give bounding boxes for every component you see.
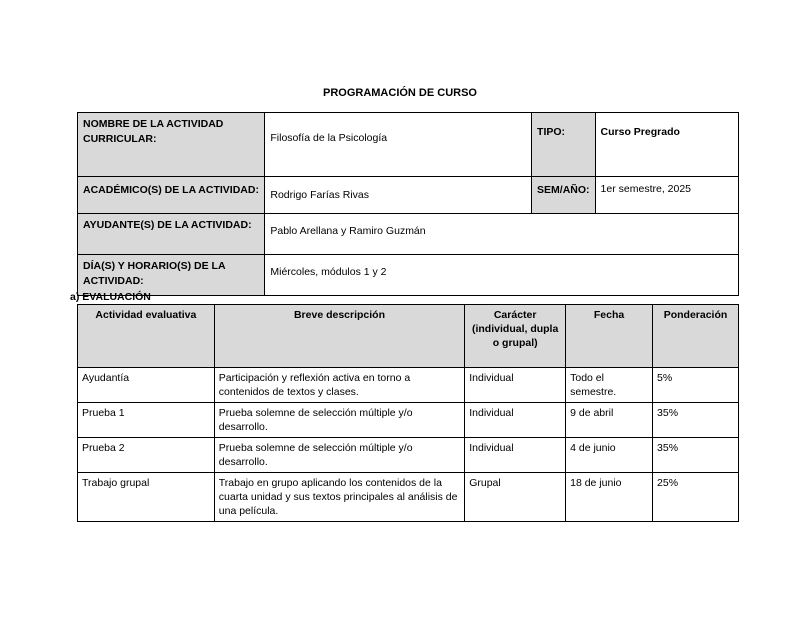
row-description: Participación y reflexión activa en torno a contenidos de textos y clases. xyxy=(214,368,464,403)
row-character: Grupal xyxy=(465,473,566,522)
row-weight: 25% xyxy=(653,473,739,522)
row-activity: Trabajo grupal xyxy=(78,473,215,522)
row-date: Todo el semestre. xyxy=(566,368,653,403)
row-character: Individual xyxy=(465,438,566,473)
semester-label: SEM/AÑO: xyxy=(532,177,596,214)
row-date: 4 de junio xyxy=(566,438,653,473)
table-row xyxy=(78,438,739,473)
academic-label: ACADÉMICO(S) DE LA ACTIVIDAD: xyxy=(78,177,265,214)
evaluation-table xyxy=(77,304,739,522)
row-activity: Ayudantía xyxy=(78,368,215,403)
schedule-label: DÍA(S) Y HORARIO(S) DE LA ACTIVIDAD: xyxy=(78,255,265,296)
table-row xyxy=(78,403,739,438)
assistant-value: Pablo Arellana y Ramiro Guzmán xyxy=(265,214,739,255)
header-character: Carácter (individual, dupla o grupal) xyxy=(465,305,566,368)
row-date: 9 de abril xyxy=(566,403,653,438)
semester-value: 1er semestre, 2025 xyxy=(595,177,738,214)
evaluation-section-title: a) EVALUACIÓN xyxy=(70,291,151,303)
row-weight: 35% xyxy=(653,438,739,473)
activity-name-value: Filosofía de la Psicología xyxy=(265,113,532,177)
type-value: Curso Pregrado xyxy=(595,113,738,177)
row-weight: 35% xyxy=(653,403,739,438)
header-description: Breve descripción xyxy=(214,305,464,368)
document-title: PROGRAMACIÓN DE CURSO xyxy=(322,87,477,99)
academic-value: Rodrigo Farías Rivas xyxy=(265,177,532,214)
table-row xyxy=(78,368,739,403)
table-row xyxy=(78,473,739,522)
activity-name-label: NOMBRE DE LA ACTIVIDAD CURRICULAR: xyxy=(78,113,265,177)
evaluation-header-row xyxy=(78,305,739,368)
row-description: Trabajo en grupo aplicando los contenidos de la cuarta unidad y sus textos principales al análisis de una película. xyxy=(214,473,464,522)
header-weight: Ponderación xyxy=(653,305,739,368)
row-description: Prueba solemne de selección múltiple y/o desarrollo. xyxy=(214,403,464,438)
assistant-label: AYUDANTE(S) DE LA ACTIVIDAD: xyxy=(78,214,265,255)
row-character: Individual xyxy=(465,368,566,403)
schedule-value: Miércoles, módulos 1 y 2 xyxy=(265,255,739,296)
type-label: TIPO: xyxy=(532,113,596,177)
row-character: Individual xyxy=(465,403,566,438)
header-date: Fecha xyxy=(566,305,653,368)
row-date: 18 de junio xyxy=(566,473,653,522)
row-activity: Prueba 1 xyxy=(78,403,215,438)
course-info-table xyxy=(77,112,739,296)
row-weight: 5% xyxy=(653,368,739,403)
row-description: Prueba solemne de selección múltiple y/o desarrollo. xyxy=(214,438,464,473)
row-activity: Prueba 2 xyxy=(78,438,215,473)
header-activity: Actividad evaluativa xyxy=(78,305,215,368)
